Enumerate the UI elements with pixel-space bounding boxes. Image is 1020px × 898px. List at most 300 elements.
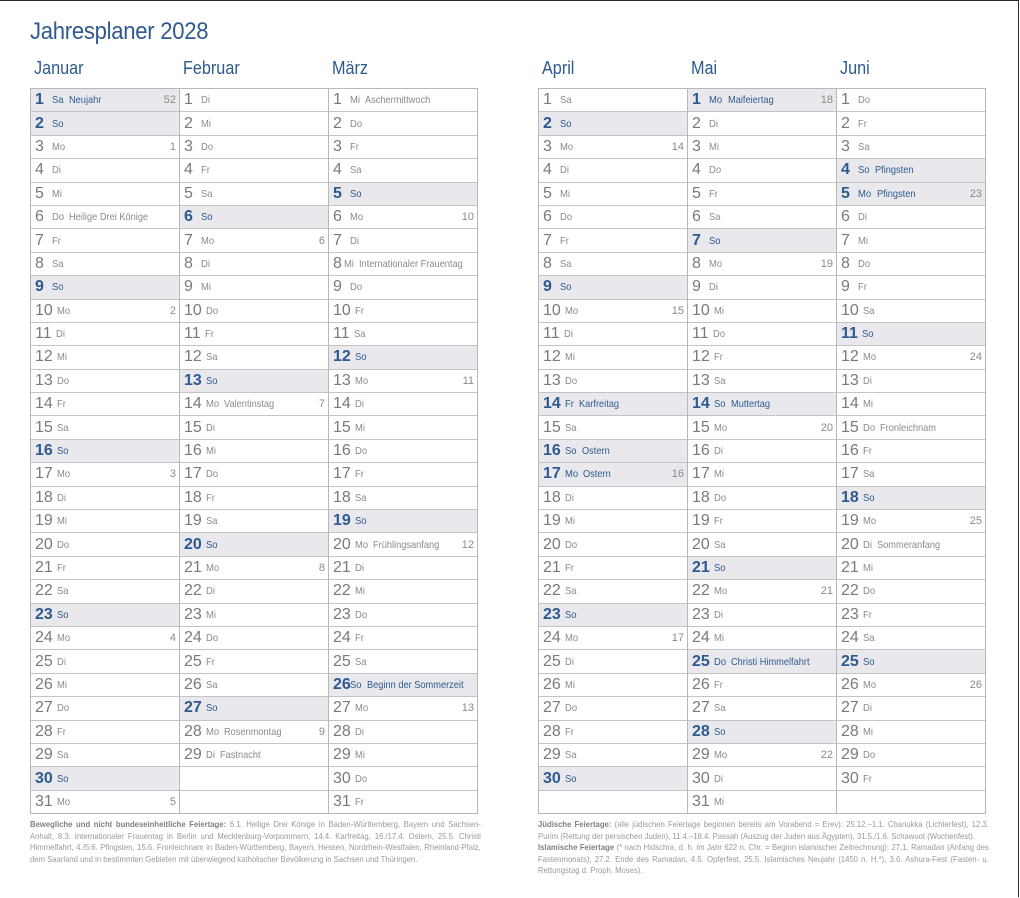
day-cell[interactable] bbox=[329, 89, 477, 111]
day-number: 20 bbox=[184, 535, 202, 553]
day-cell[interactable] bbox=[180, 299, 328, 322]
day-number: 27 bbox=[543, 699, 561, 717]
day-cell[interactable] bbox=[539, 532, 687, 555]
weekday-label: Mo bbox=[349, 211, 364, 224]
day-cell[interactable] bbox=[31, 696, 179, 719]
day-cell[interactable] bbox=[180, 275, 328, 298]
day-cell[interactable] bbox=[31, 369, 179, 392]
day-cell[interactable] bbox=[180, 532, 328, 555]
day-cell[interactable] bbox=[837, 626, 985, 649]
day-cell[interactable] bbox=[180, 345, 328, 368]
day-cell[interactable] bbox=[688, 89, 836, 111]
weekday-label: So bbox=[56, 608, 69, 621]
day-cell[interactable] bbox=[688, 579, 836, 602]
day-cell[interactable] bbox=[837, 532, 985, 555]
day-cell[interactable] bbox=[180, 111, 328, 134]
day-cell[interactable] bbox=[180, 766, 328, 789]
day-number: 1 bbox=[841, 91, 850, 109]
day-number: 18 bbox=[35, 488, 53, 506]
day-cell[interactable] bbox=[329, 556, 477, 579]
weekday-label: So bbox=[205, 538, 218, 551]
day-cell[interactable] bbox=[837, 439, 985, 462]
day-cell[interactable] bbox=[329, 252, 477, 275]
weekday-label: Di bbox=[354, 725, 364, 738]
day-cell[interactable] bbox=[837, 603, 985, 626]
day-number: 22 bbox=[841, 582, 859, 600]
day-cell[interactable] bbox=[688, 228, 836, 251]
weekday-label: Mi bbox=[564, 351, 575, 364]
day-number: 12 bbox=[35, 348, 53, 366]
day-cell[interactable] bbox=[329, 790, 477, 813]
day-cell[interactable] bbox=[180, 322, 328, 345]
day-cell[interactable] bbox=[329, 486, 477, 509]
day-cell[interactable] bbox=[31, 486, 179, 509]
day-cell[interactable] bbox=[329, 766, 477, 789]
day-cell[interactable] bbox=[688, 696, 836, 719]
day-cell[interactable] bbox=[539, 790, 687, 813]
day-cell[interactable] bbox=[180, 369, 328, 392]
day-cell[interactable] bbox=[329, 626, 477, 649]
day-cell[interactable] bbox=[329, 743, 477, 766]
day-number: 5 bbox=[35, 184, 44, 202]
weekday-label: Di bbox=[862, 702, 872, 715]
day-cell[interactable] bbox=[688, 673, 836, 696]
day-cell[interactable] bbox=[688, 299, 836, 322]
day-cell[interactable] bbox=[31, 790, 179, 813]
weekday-label: Mi bbox=[862, 398, 873, 411]
weekday-label: So bbox=[56, 445, 69, 458]
day-cell[interactable] bbox=[180, 182, 328, 205]
day-cell[interactable] bbox=[688, 626, 836, 649]
day-cell[interactable] bbox=[837, 743, 985, 766]
day-cell[interactable] bbox=[31, 649, 179, 672]
day-number: 19 bbox=[35, 512, 53, 530]
day-number: 16 bbox=[35, 442, 53, 460]
day-cell[interactable] bbox=[539, 369, 687, 392]
day-cell[interactable] bbox=[688, 275, 836, 298]
day-cell[interactable] bbox=[180, 556, 328, 579]
day-cell[interactable] bbox=[539, 135, 687, 158]
weekday-label: So bbox=[857, 164, 870, 177]
week-number: 11 bbox=[462, 374, 474, 387]
day-number: 21 bbox=[841, 559, 859, 576]
weekday-label: Fr bbox=[354, 632, 364, 645]
day-cell[interactable] bbox=[31, 720, 179, 743]
day-cell[interactable] bbox=[539, 111, 687, 134]
weekday-label: Mi bbox=[51, 187, 62, 200]
week-number: 12 bbox=[461, 538, 474, 551]
day-cell[interactable] bbox=[539, 392, 687, 415]
day-cell[interactable] bbox=[539, 603, 687, 626]
event-label: Fronleichnam bbox=[880, 421, 937, 434]
week-number: 24 bbox=[969, 351, 982, 364]
weekday-label: Fr bbox=[354, 304, 364, 317]
day-number: 26 bbox=[184, 675, 202, 693]
day-cell[interactable] bbox=[539, 89, 687, 111]
day-cell[interactable] bbox=[329, 299, 477, 322]
day-cell[interactable] bbox=[180, 439, 328, 462]
day-cell[interactable] bbox=[329, 369, 477, 392]
day-cell[interactable] bbox=[180, 486, 328, 509]
day-number: 12 bbox=[543, 348, 561, 366]
islamic-holidays-text: (* nach Hidschra, d. h. im Jahr 622 n. Chr. = Beginn islamischer Zeitrechnung): 27.1. Ramadan (Anfang des Fastenmonats), 27.2. Ende des Ramadan, 4.5. Opferfest, 25.5. Islamisches Neujahr (1450 n. H.*), 3.6. Ashura-Fest (Fasten- u. Rettungstag d. Proph. Moses). bbox=[538, 842, 989, 876]
weekday-label: Di bbox=[354, 562, 364, 574]
day-cell[interactable] bbox=[837, 299, 985, 322]
weekday-label: Di bbox=[200, 94, 210, 107]
weekday-label: Mo bbox=[56, 632, 70, 645]
day-cell[interactable] bbox=[31, 322, 179, 345]
day-cell[interactable] bbox=[180, 205, 328, 228]
weekday-label: Sa bbox=[857, 140, 870, 153]
day-cell[interactable] bbox=[180, 89, 328, 111]
day-cell[interactable] bbox=[329, 182, 477, 205]
day-number: 3 bbox=[692, 137, 701, 155]
day-cell[interactable] bbox=[837, 182, 985, 205]
event-label: Karfreitag bbox=[578, 398, 619, 411]
day-cell[interactable] bbox=[837, 111, 985, 134]
weekday-label: Sa bbox=[353, 328, 366, 341]
weekday-label: Mo bbox=[862, 515, 876, 528]
day-number: 20 bbox=[841, 535, 859, 553]
day-number: 29 bbox=[333, 746, 351, 764]
day-cell[interactable] bbox=[31, 89, 179, 111]
day-cell[interactable] bbox=[539, 252, 687, 275]
day-cell[interactable] bbox=[539, 415, 687, 438]
day-number: 18 bbox=[692, 488, 710, 506]
weekday-label: Mi bbox=[862, 562, 873, 574]
jewish-holidays-text: (alle jüdischen Feiertage beginnen bereits am Vorabend = Erev): 25.12.–1.1. Chanukka (Lichterfest), 12.3. Purim (Rettung der persischen Juden), 11.4.–18.4. Passah (Auszug der Juden aus Ägypten), 31.5./1.6. Schawuot (Wochenfest). bbox=[538, 819, 989, 841]
day-cell[interactable] bbox=[539, 228, 687, 251]
day-cell[interactable] bbox=[837, 720, 985, 743]
weekday-label: Mi bbox=[559, 187, 570, 200]
weekday-label: Do bbox=[857, 257, 870, 270]
day-number: 18 bbox=[841, 488, 859, 506]
day-number: 14 bbox=[333, 395, 351, 413]
day-number: 13 bbox=[841, 371, 859, 389]
day-cell[interactable] bbox=[688, 158, 836, 181]
weekday-label: Mi bbox=[708, 140, 719, 153]
weekday-label: Di bbox=[862, 374, 872, 387]
day-number: 4 bbox=[692, 161, 701, 179]
day-cell[interactable] bbox=[329, 275, 477, 298]
day-cell[interactable] bbox=[837, 345, 985, 368]
event-label: Internationaler Frauentag bbox=[359, 257, 463, 270]
day-cell[interactable] bbox=[329, 579, 477, 602]
day-cell[interactable] bbox=[539, 462, 687, 485]
day-cell[interactable] bbox=[180, 603, 328, 626]
day-cell[interactable] bbox=[329, 532, 477, 555]
day-cell[interactable] bbox=[180, 509, 328, 532]
day-cell[interactable] bbox=[329, 111, 477, 134]
day-cell[interactable] bbox=[539, 743, 687, 766]
day-cell[interactable] bbox=[837, 509, 985, 532]
day-cell[interactable] bbox=[539, 696, 687, 719]
day-number: 19 bbox=[692, 512, 710, 530]
day-cell[interactable] bbox=[688, 369, 836, 392]
day-cell[interactable] bbox=[180, 579, 328, 602]
day-cell[interactable] bbox=[329, 322, 477, 345]
weekday-label: So bbox=[349, 187, 362, 200]
day-cell[interactable] bbox=[688, 509, 836, 532]
event-label: Aschermittwoch bbox=[365, 94, 431, 107]
day-cell[interactable] bbox=[329, 649, 477, 672]
weekday-label: Mi bbox=[56, 678, 67, 691]
day-cell[interactable] bbox=[837, 462, 985, 485]
day-cell[interactable] bbox=[837, 673, 985, 696]
day-number: 7 bbox=[35, 231, 44, 249]
day-number: 8 bbox=[184, 254, 193, 272]
day-cell[interactable] bbox=[180, 696, 328, 719]
day-number: 1 bbox=[184, 91, 193, 109]
day-cell[interactable] bbox=[688, 649, 836, 672]
day-cell[interactable] bbox=[688, 486, 836, 509]
day-cell[interactable] bbox=[837, 275, 985, 298]
day-number: 11 bbox=[692, 325, 709, 343]
day-cell[interactable] bbox=[539, 322, 687, 345]
day-cell[interactable] bbox=[180, 720, 328, 743]
day-cell[interactable] bbox=[837, 89, 985, 111]
day-cell[interactable] bbox=[31, 579, 179, 602]
weekday-label: Mo bbox=[56, 468, 70, 481]
event-label: Ostern bbox=[581, 445, 610, 458]
day-cell[interactable] bbox=[539, 626, 687, 649]
day-cell[interactable] bbox=[329, 439, 477, 462]
day-cell[interactable] bbox=[539, 649, 687, 672]
day-cell[interactable] bbox=[31, 182, 179, 205]
day-cell[interactable] bbox=[31, 392, 179, 415]
day-cell[interactable] bbox=[31, 205, 179, 228]
day-cell[interactable] bbox=[837, 322, 985, 345]
day-cell[interactable] bbox=[329, 415, 477, 438]
day-cell[interactable] bbox=[31, 252, 179, 275]
day-cell[interactable] bbox=[31, 135, 179, 158]
month-column-mai bbox=[687, 89, 836, 813]
day-cell[interactable] bbox=[539, 579, 687, 602]
day-cell[interactable] bbox=[688, 743, 836, 766]
day-cell[interactable] bbox=[688, 462, 836, 485]
weekday-label: Do bbox=[349, 117, 362, 130]
day-cell[interactable] bbox=[688, 603, 836, 626]
day-cell[interactable] bbox=[688, 345, 836, 368]
day-cell[interactable] bbox=[688, 439, 836, 462]
day-cell[interactable] bbox=[688, 532, 836, 555]
week-number: 22 bbox=[820, 749, 833, 762]
day-cell[interactable] bbox=[329, 228, 477, 251]
day-cell[interactable] bbox=[180, 252, 328, 275]
weekday-label: Sa bbox=[862, 468, 875, 481]
day-cell[interactable] bbox=[688, 766, 836, 789]
day-cell[interactable] bbox=[688, 415, 836, 438]
day-number: 17 bbox=[692, 465, 710, 483]
day-cell[interactable] bbox=[688, 720, 836, 743]
weekday-label: Mo bbox=[713, 585, 727, 598]
day-cell[interactable] bbox=[688, 111, 836, 134]
day-cell[interactable] bbox=[180, 462, 328, 485]
day-cell[interactable] bbox=[688, 392, 836, 415]
weekday-label: Di bbox=[708, 117, 718, 130]
day-cell[interactable] bbox=[31, 345, 179, 368]
day-cell[interactable] bbox=[31, 462, 179, 485]
day-cell[interactable] bbox=[31, 158, 179, 181]
day-cell[interactable] bbox=[837, 369, 985, 392]
day-cell[interactable] bbox=[31, 299, 179, 322]
day-cell[interactable] bbox=[837, 486, 985, 509]
weekday-label: Do bbox=[56, 702, 69, 715]
day-number: 17 bbox=[543, 465, 561, 483]
day-cell[interactable] bbox=[539, 673, 687, 696]
day-cell[interactable] bbox=[31, 766, 179, 789]
day-cell[interactable] bbox=[837, 252, 985, 275]
day-cell[interactable] bbox=[31, 228, 179, 251]
weekday-label: Mo bbox=[559, 140, 574, 153]
day-cell[interactable] bbox=[837, 579, 985, 602]
day-cell[interactable] bbox=[180, 649, 328, 672]
day-number: 30 bbox=[841, 769, 859, 787]
day-number: 8 bbox=[692, 254, 701, 272]
day-number: 22 bbox=[692, 582, 710, 600]
day-cell[interactable] bbox=[329, 135, 477, 158]
day-cell[interactable] bbox=[329, 509, 477, 532]
day-number: 27 bbox=[841, 699, 859, 717]
day-cell[interactable] bbox=[539, 439, 687, 462]
weekday-label: Di bbox=[205, 749, 215, 762]
day-cell[interactable] bbox=[837, 766, 985, 789]
day-number: 4 bbox=[841, 161, 850, 179]
month-column-märz bbox=[328, 89, 477, 813]
day-cell[interactable] bbox=[539, 158, 687, 181]
weekday-label: Do bbox=[862, 749, 875, 762]
day-number: 3 bbox=[543, 137, 552, 155]
day-cell[interactable] bbox=[180, 673, 328, 696]
day-cell[interactable] bbox=[180, 135, 328, 158]
day-cell[interactable] bbox=[31, 415, 179, 438]
weekday-label: Sa bbox=[205, 678, 218, 691]
day-cell[interactable] bbox=[180, 158, 328, 181]
day-cell[interactable] bbox=[329, 205, 477, 228]
day-cell[interactable] bbox=[329, 158, 477, 181]
day-cell[interactable] bbox=[31, 603, 179, 626]
day-cell[interactable] bbox=[329, 392, 477, 415]
day-number: 14 bbox=[35, 395, 53, 413]
day-cell[interactable] bbox=[837, 228, 985, 251]
weekday-label: Fr bbox=[564, 398, 574, 411]
day-cell[interactable] bbox=[837, 649, 985, 672]
day-cell[interactable] bbox=[539, 205, 687, 228]
day-cell[interactable] bbox=[31, 111, 179, 134]
day-cell[interactable] bbox=[539, 345, 687, 368]
day-cell[interactable] bbox=[837, 415, 985, 438]
day-number: 2 bbox=[692, 114, 701, 132]
day-cell[interactable] bbox=[539, 556, 687, 579]
day-number: 15 bbox=[841, 418, 859, 436]
weekday-label: Di bbox=[56, 491, 66, 504]
day-cell[interactable] bbox=[180, 626, 328, 649]
day-cell[interactable] bbox=[329, 696, 477, 719]
day-cell[interactable] bbox=[837, 556, 985, 579]
weekday-label: Sa bbox=[354, 491, 367, 504]
day-number: 25 bbox=[841, 652, 859, 670]
day-cell[interactable] bbox=[688, 182, 836, 205]
day-number: 28 bbox=[184, 722, 202, 740]
weekday-label: Sa bbox=[559, 94, 572, 107]
day-cell[interactable] bbox=[31, 509, 179, 532]
weekday-label: Do bbox=[354, 772, 367, 785]
day-number: 12 bbox=[333, 348, 351, 366]
day-cell[interactable] bbox=[688, 205, 836, 228]
day-cell[interactable] bbox=[837, 205, 985, 228]
month-column-januar bbox=[31, 89, 179, 813]
day-cell[interactable] bbox=[31, 673, 179, 696]
day-cell[interactable] bbox=[837, 696, 985, 719]
day-cell[interactable] bbox=[329, 345, 477, 368]
day-number: 21 bbox=[692, 559, 710, 576]
day-cell[interactable] bbox=[329, 603, 477, 626]
event-label: Ostern bbox=[583, 468, 612, 481]
day-cell[interactable] bbox=[31, 275, 179, 298]
weekday-label: Sa bbox=[51, 94, 64, 107]
day-cell[interactable] bbox=[688, 556, 836, 579]
day-cell[interactable] bbox=[837, 392, 985, 415]
day-cell[interactable] bbox=[329, 462, 477, 485]
weekday-label: Do bbox=[56, 538, 69, 551]
weekday-label: Mi bbox=[205, 445, 216, 458]
day-cell[interactable] bbox=[837, 158, 985, 181]
weekday-label: So bbox=[354, 515, 367, 528]
week-number: 23 bbox=[969, 187, 982, 200]
weekday-label: So bbox=[861, 328, 874, 341]
day-cell[interactable] bbox=[329, 673, 477, 696]
day-cell[interactable] bbox=[180, 790, 328, 813]
day-cell[interactable] bbox=[31, 532, 179, 555]
weekday-label: Di bbox=[862, 538, 872, 551]
day-cell[interactable] bbox=[31, 743, 179, 766]
day-cell[interactable] bbox=[539, 182, 687, 205]
day-cell[interactable] bbox=[180, 228, 328, 251]
day-cell[interactable] bbox=[329, 720, 477, 743]
day-cell[interactable] bbox=[539, 509, 687, 532]
day-cell[interactable] bbox=[180, 743, 328, 766]
day-cell[interactable] bbox=[837, 135, 985, 158]
day-cell[interactable] bbox=[688, 322, 836, 345]
day-cell[interactable] bbox=[539, 275, 687, 298]
weekday-label: Mi bbox=[713, 468, 724, 481]
day-number: 25 bbox=[184, 652, 202, 670]
weekday-label: So bbox=[564, 608, 577, 621]
day-number: 31 bbox=[333, 792, 351, 810]
day-number: 23 bbox=[692, 605, 710, 623]
day-cell[interactable] bbox=[31, 626, 179, 649]
day-cell[interactable] bbox=[31, 439, 179, 462]
weekday-label: Mi bbox=[343, 257, 354, 270]
day-cell[interactable] bbox=[180, 392, 328, 415]
month-column-februar bbox=[179, 89, 328, 813]
day-number: 23 bbox=[333, 605, 351, 623]
day-cell[interactable] bbox=[539, 486, 687, 509]
day-cell[interactable] bbox=[539, 299, 687, 322]
day-cell[interactable] bbox=[31, 556, 179, 579]
day-cell[interactable] bbox=[837, 790, 985, 813]
day-cell[interactable] bbox=[539, 766, 687, 789]
holiday-note-right bbox=[538, 819, 989, 877]
day-cell[interactable] bbox=[688, 252, 836, 275]
day-cell[interactable] bbox=[688, 135, 836, 158]
day-cell[interactable] bbox=[539, 720, 687, 743]
day-cell[interactable] bbox=[688, 790, 836, 813]
day-number: 7 bbox=[841, 231, 850, 249]
calendar-table-right bbox=[538, 88, 986, 814]
day-cell[interactable] bbox=[180, 415, 328, 438]
weekday-label: Mo bbox=[205, 725, 219, 738]
